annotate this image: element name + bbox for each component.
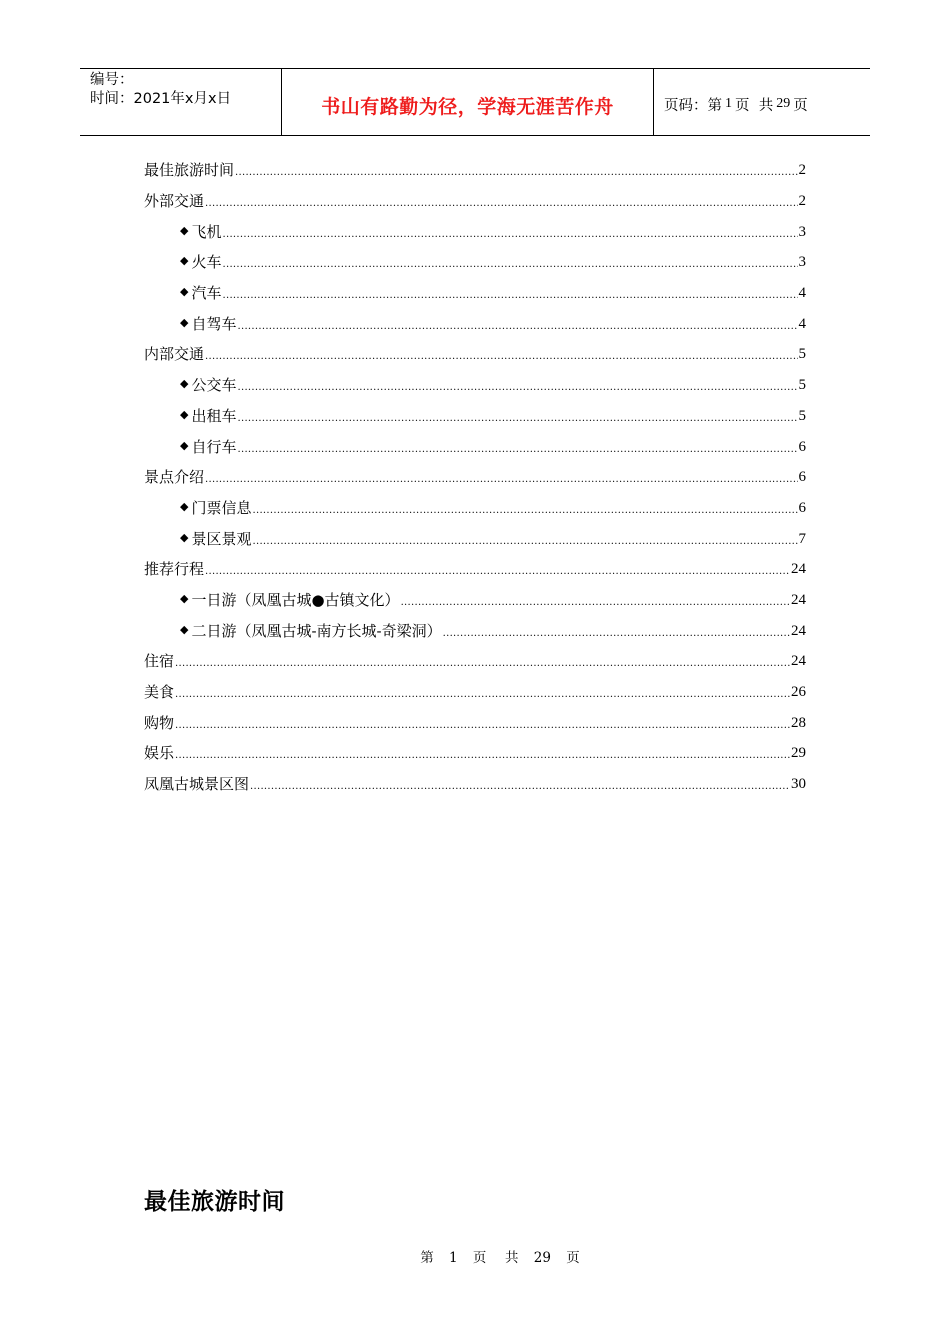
toc-entry-title: 自驾车 — [191, 314, 237, 333]
toc-entry-title: 汽车 — [191, 284, 222, 303]
toc-subentry[interactable] — [144, 615, 806, 646]
toc-entry-page: 4 — [798, 315, 806, 332]
toc-dot-leader — [175, 746, 790, 766]
toc-subentry[interactable] — [144, 247, 806, 278]
table-of-contents — [144, 155, 806, 799]
header-page-suffix: 页 — [793, 97, 808, 114]
toc-entry-title: 自行车 — [191, 437, 237, 456]
toc-entry-page: 6 — [798, 438, 806, 455]
toc-entry-page: 24 — [791, 591, 806, 608]
toc-entry-title: 公交车 — [191, 376, 237, 395]
toc-entry-page: 24 — [791, 561, 806, 578]
toc-dot-leader — [237, 409, 797, 429]
diamond-bullet-icon: ◆ — [180, 223, 189, 237]
footer-page-current: 1 — [449, 1250, 458, 1266]
page-footer — [0, 1246, 950, 1266]
toc-entry-page: 2 — [798, 162, 806, 179]
toc-subentry[interactable] — [144, 401, 806, 432]
toc-entry[interactable] — [144, 554, 806, 585]
footer-page-prefix: 第 — [420, 1250, 434, 1266]
toc-dot-leader — [237, 378, 797, 398]
toc-subentry[interactable] — [144, 585, 806, 616]
toc-entry-page: 28 — [791, 714, 806, 731]
toc-entry-page: 6 — [798, 499, 806, 516]
toc-entry[interactable] — [144, 462, 806, 493]
toc-entry-page: 26 — [791, 684, 806, 701]
toc-entry[interactable] — [144, 769, 806, 800]
toc-entry-title: 最佳旅游时间 — [144, 161, 235, 180]
toc-entry-title: 美食 — [144, 683, 175, 702]
header-page-total: 29 — [776, 96, 791, 111]
toc-entry-page: 5 — [798, 346, 806, 363]
toc-entry-page: 6 — [798, 469, 806, 486]
toc-entry[interactable] — [144, 186, 806, 217]
toc-entry-title: 景点介绍 — [144, 468, 205, 487]
toc-entry-title: 二日游（凤凰古城-南方长城-奇梁洞） — [191, 621, 442, 640]
toc-dot-leader — [222, 286, 797, 306]
toc-subentry[interactable] — [144, 431, 806, 462]
toc-entry-title: 购物 — [144, 713, 175, 732]
toc-entry-page: 24 — [791, 622, 806, 639]
header-page-current: 1 — [725, 96, 732, 111]
toc-dot-leader — [252, 532, 797, 552]
toc-entry-title: 住宿 — [144, 652, 175, 671]
toc-subentry[interactable] — [144, 370, 806, 401]
toc-dot-leader — [401, 593, 790, 613]
toc-entry-page: 29 — [791, 745, 806, 762]
header-motto: 书山有路勤为径，学海无涯苦作舟 — [282, 69, 654, 135]
toc-entry-page: 5 — [798, 377, 806, 394]
toc-subentry[interactable] — [144, 493, 806, 524]
diamond-bullet-icon: ◆ — [180, 438, 189, 452]
toc-entry-title: 推荐行程 — [144, 560, 205, 579]
footer-page-mid: 页 共 — [472, 1250, 519, 1266]
toc-entry-title: 出租车 — [191, 406, 237, 425]
toc-dot-leader — [237, 317, 797, 337]
toc-entry[interactable] — [144, 155, 806, 186]
toc-dot-leader — [205, 194, 797, 214]
header-meta — [80, 69, 282, 135]
toc-dot-leader — [443, 624, 790, 644]
toc-entry-page: 3 — [798, 254, 806, 271]
toc-dot-leader — [222, 255, 797, 275]
toc-subentry[interactable] — [144, 278, 806, 309]
header-page-mid: 页 共 — [735, 97, 774, 114]
toc-dot-leader — [205, 470, 797, 490]
diamond-bullet-icon: ◆ — [180, 591, 189, 605]
toc-dot-leader — [252, 501, 797, 521]
document-time-label: 时间：2021年x月x日 — [90, 91, 232, 107]
header-page-prefix: 页码：第 — [664, 97, 722, 114]
diamond-bullet-icon: ◆ — [180, 377, 189, 391]
toc-entry-page: 30 — [791, 776, 806, 793]
page-header — [80, 68, 870, 136]
diamond-bullet-icon: ◆ — [180, 622, 189, 636]
toc-entry-page: 2 — [798, 193, 806, 210]
toc-entry-page: 5 — [798, 407, 806, 424]
diamond-bullet-icon: ◆ — [180, 315, 189, 329]
toc-dot-leader — [222, 225, 797, 245]
toc-entry[interactable] — [144, 646, 806, 677]
toc-entry-title: 门票信息 — [191, 498, 252, 517]
toc-entry-title: 飞机 — [191, 222, 222, 241]
diamond-bullet-icon: ◆ — [180, 499, 189, 513]
toc-entry-title: 外部交通 — [144, 192, 205, 211]
section-heading: 最佳旅游时间 — [144, 1188, 285, 1215]
toc-entry-title: 一日游（凤凰古城●古镇文化） — [191, 590, 400, 609]
toc-entry-title: 火车 — [191, 253, 222, 272]
diamond-bullet-icon: ◆ — [180, 407, 189, 421]
toc-entry-page: 4 — [798, 285, 806, 302]
toc-entry-page: 3 — [798, 223, 806, 240]
toc-dot-leader — [235, 163, 797, 183]
toc-dot-leader — [250, 777, 790, 797]
toc-subentry[interactable] — [144, 308, 806, 339]
toc-entry[interactable] — [144, 677, 806, 708]
toc-entry-title: 凤凰古城景区图 — [144, 775, 250, 794]
toc-dot-leader — [205, 347, 797, 367]
toc-entry-title: 娱乐 — [144, 744, 175, 763]
toc-dot-leader — [175, 685, 790, 705]
footer-page-total: 29 — [533, 1250, 551, 1266]
toc-entry[interactable] — [144, 738, 806, 769]
toc-dot-leader — [175, 716, 790, 736]
toc-entry-title: 景区景观 — [191, 529, 252, 548]
toc-dot-leader — [175, 654, 790, 674]
toc-entry[interactable] — [144, 339, 806, 370]
toc-dot-leader — [205, 562, 790, 582]
toc-entry[interactable] — [144, 707, 806, 738]
toc-entry-page: 7 — [798, 530, 806, 547]
document-number-label: 编号： — [90, 72, 134, 88]
diamond-bullet-icon: ◆ — [180, 254, 189, 268]
toc-subentry[interactable] — [144, 216, 806, 247]
diamond-bullet-icon: ◆ — [180, 530, 189, 544]
toc-entry-title: 内部交通 — [144, 345, 205, 364]
toc-entry-page: 24 — [791, 653, 806, 670]
toc-dot-leader — [237, 440, 797, 460]
diamond-bullet-icon: ◆ — [180, 285, 189, 299]
toc-subentry[interactable] — [144, 523, 806, 554]
header-page-info — [654, 69, 870, 135]
footer-page-suffix: 页 — [566, 1250, 580, 1266]
